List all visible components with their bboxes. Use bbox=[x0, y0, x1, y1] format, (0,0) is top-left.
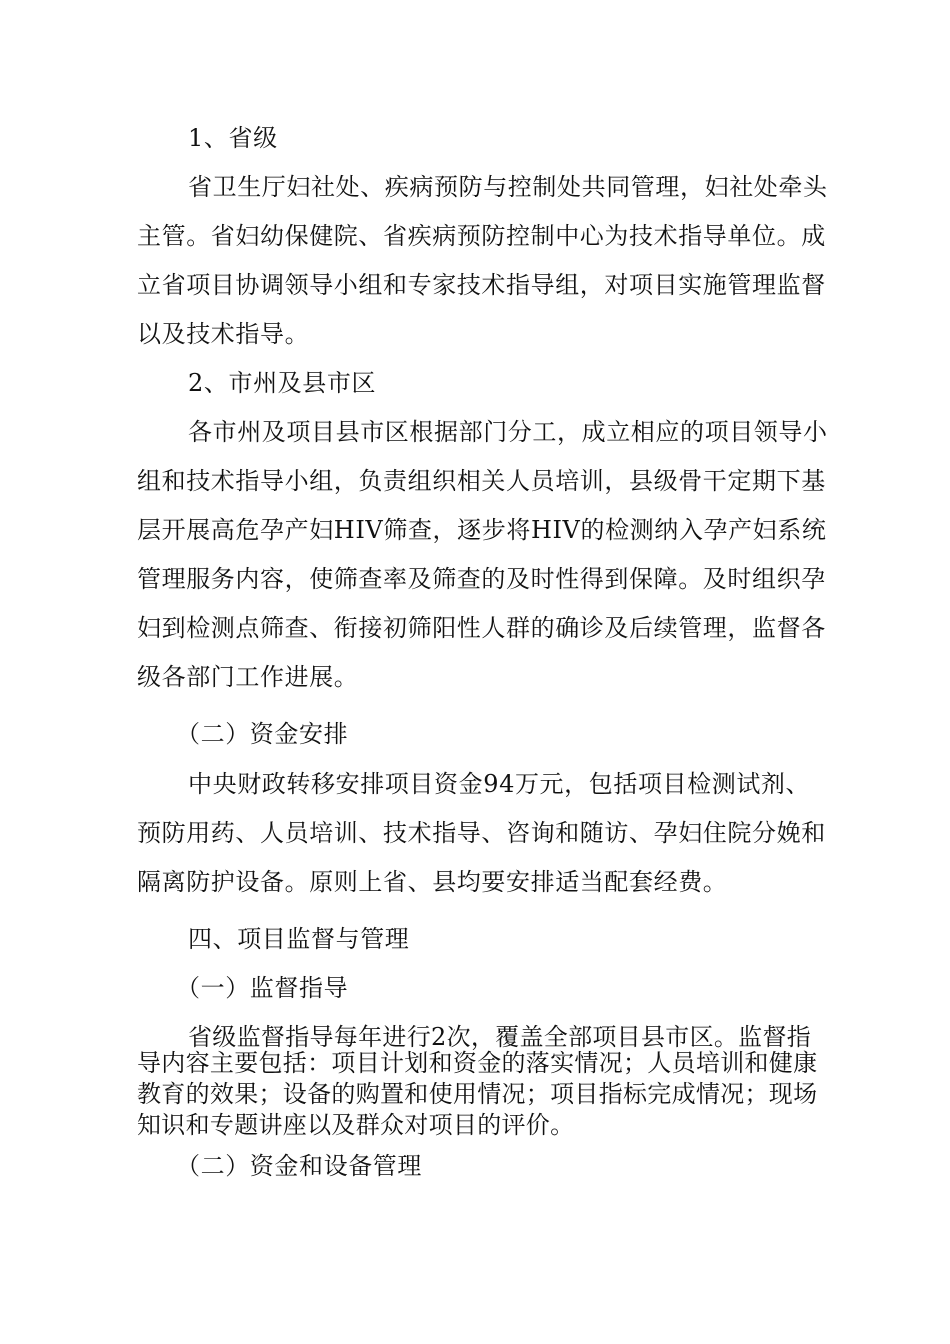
paragraph-line: 组和技术指导小组，负责组织相关人员培训，县级骨干定期下基 bbox=[137, 467, 826, 495]
heading-city-county: 2、市州及县市区 bbox=[188, 369, 377, 397]
paragraph-line: 级各部门工作进展。 bbox=[137, 663, 359, 691]
paragraph-line: 妇到检测点筛查、衔接初筛阳性人群的确诊及后续管理，监督各 bbox=[137, 614, 826, 642]
heading-provincial: 1、省级 bbox=[188, 124, 278, 152]
paragraph-line: 导内容主要包括：项目计划和资金的落实情况；人员培训和健康 bbox=[137, 1049, 818, 1077]
paragraph-line: 预防用药、人员培训、技术指导、咨询和随访、孕妇住院分娩和 bbox=[137, 819, 826, 847]
paragraph-line: 隔离防护设备。原则上省、县均要安排适当配套经费。 bbox=[137, 868, 728, 896]
paragraph-line: 教育的效果；设备的购置和使用情况；项目指标完成情况；现场 bbox=[137, 1080, 818, 1108]
paragraph-line: 中央财政转移安排项目资金94万元，包括项目检测试剂、 bbox=[188, 770, 811, 798]
paragraph-line: 主管。省妇幼保健院、省疾病预防控制中心为技术指导单位。成 bbox=[137, 222, 826, 250]
heading-guidance: （一）监督指导 bbox=[176, 974, 349, 1002]
paragraph-line: 知识和专题讲座以及群众对项目的评价。 bbox=[137, 1111, 575, 1139]
paragraph-line: 省卫生厅妇社处、疾病预防与控制处共同管理，妇社处牵头 bbox=[188, 173, 828, 201]
paragraph-line: 立省项目协调领导小组和专家技术指导组，对项目实施管理监督 bbox=[137, 271, 826, 299]
heading-funding: （二）资金安排 bbox=[176, 720, 349, 748]
heading-equipment: （二）资金和设备管理 bbox=[176, 1152, 422, 1180]
paragraph-line: 各市州及项目县市区根据部门分工，成立相应的项目领导小 bbox=[188, 418, 828, 446]
paragraph-line: 管理服务内容，使筛查率及筛查的及时性得到保障。及时组织孕 bbox=[137, 565, 826, 593]
heading-supervision: 四、项目监督与管理 bbox=[188, 925, 410, 953]
paragraph-line: 以及技术指导。 bbox=[137, 320, 310, 348]
paragraph-line: 省级监督指导每年进行2次，覆盖全部项目县市区。监督指 bbox=[188, 1023, 812, 1051]
paragraph-line: 层开展高危孕产妇HIV筛查，逐步将HIV的检测纳入孕产妇系统 bbox=[137, 516, 827, 544]
